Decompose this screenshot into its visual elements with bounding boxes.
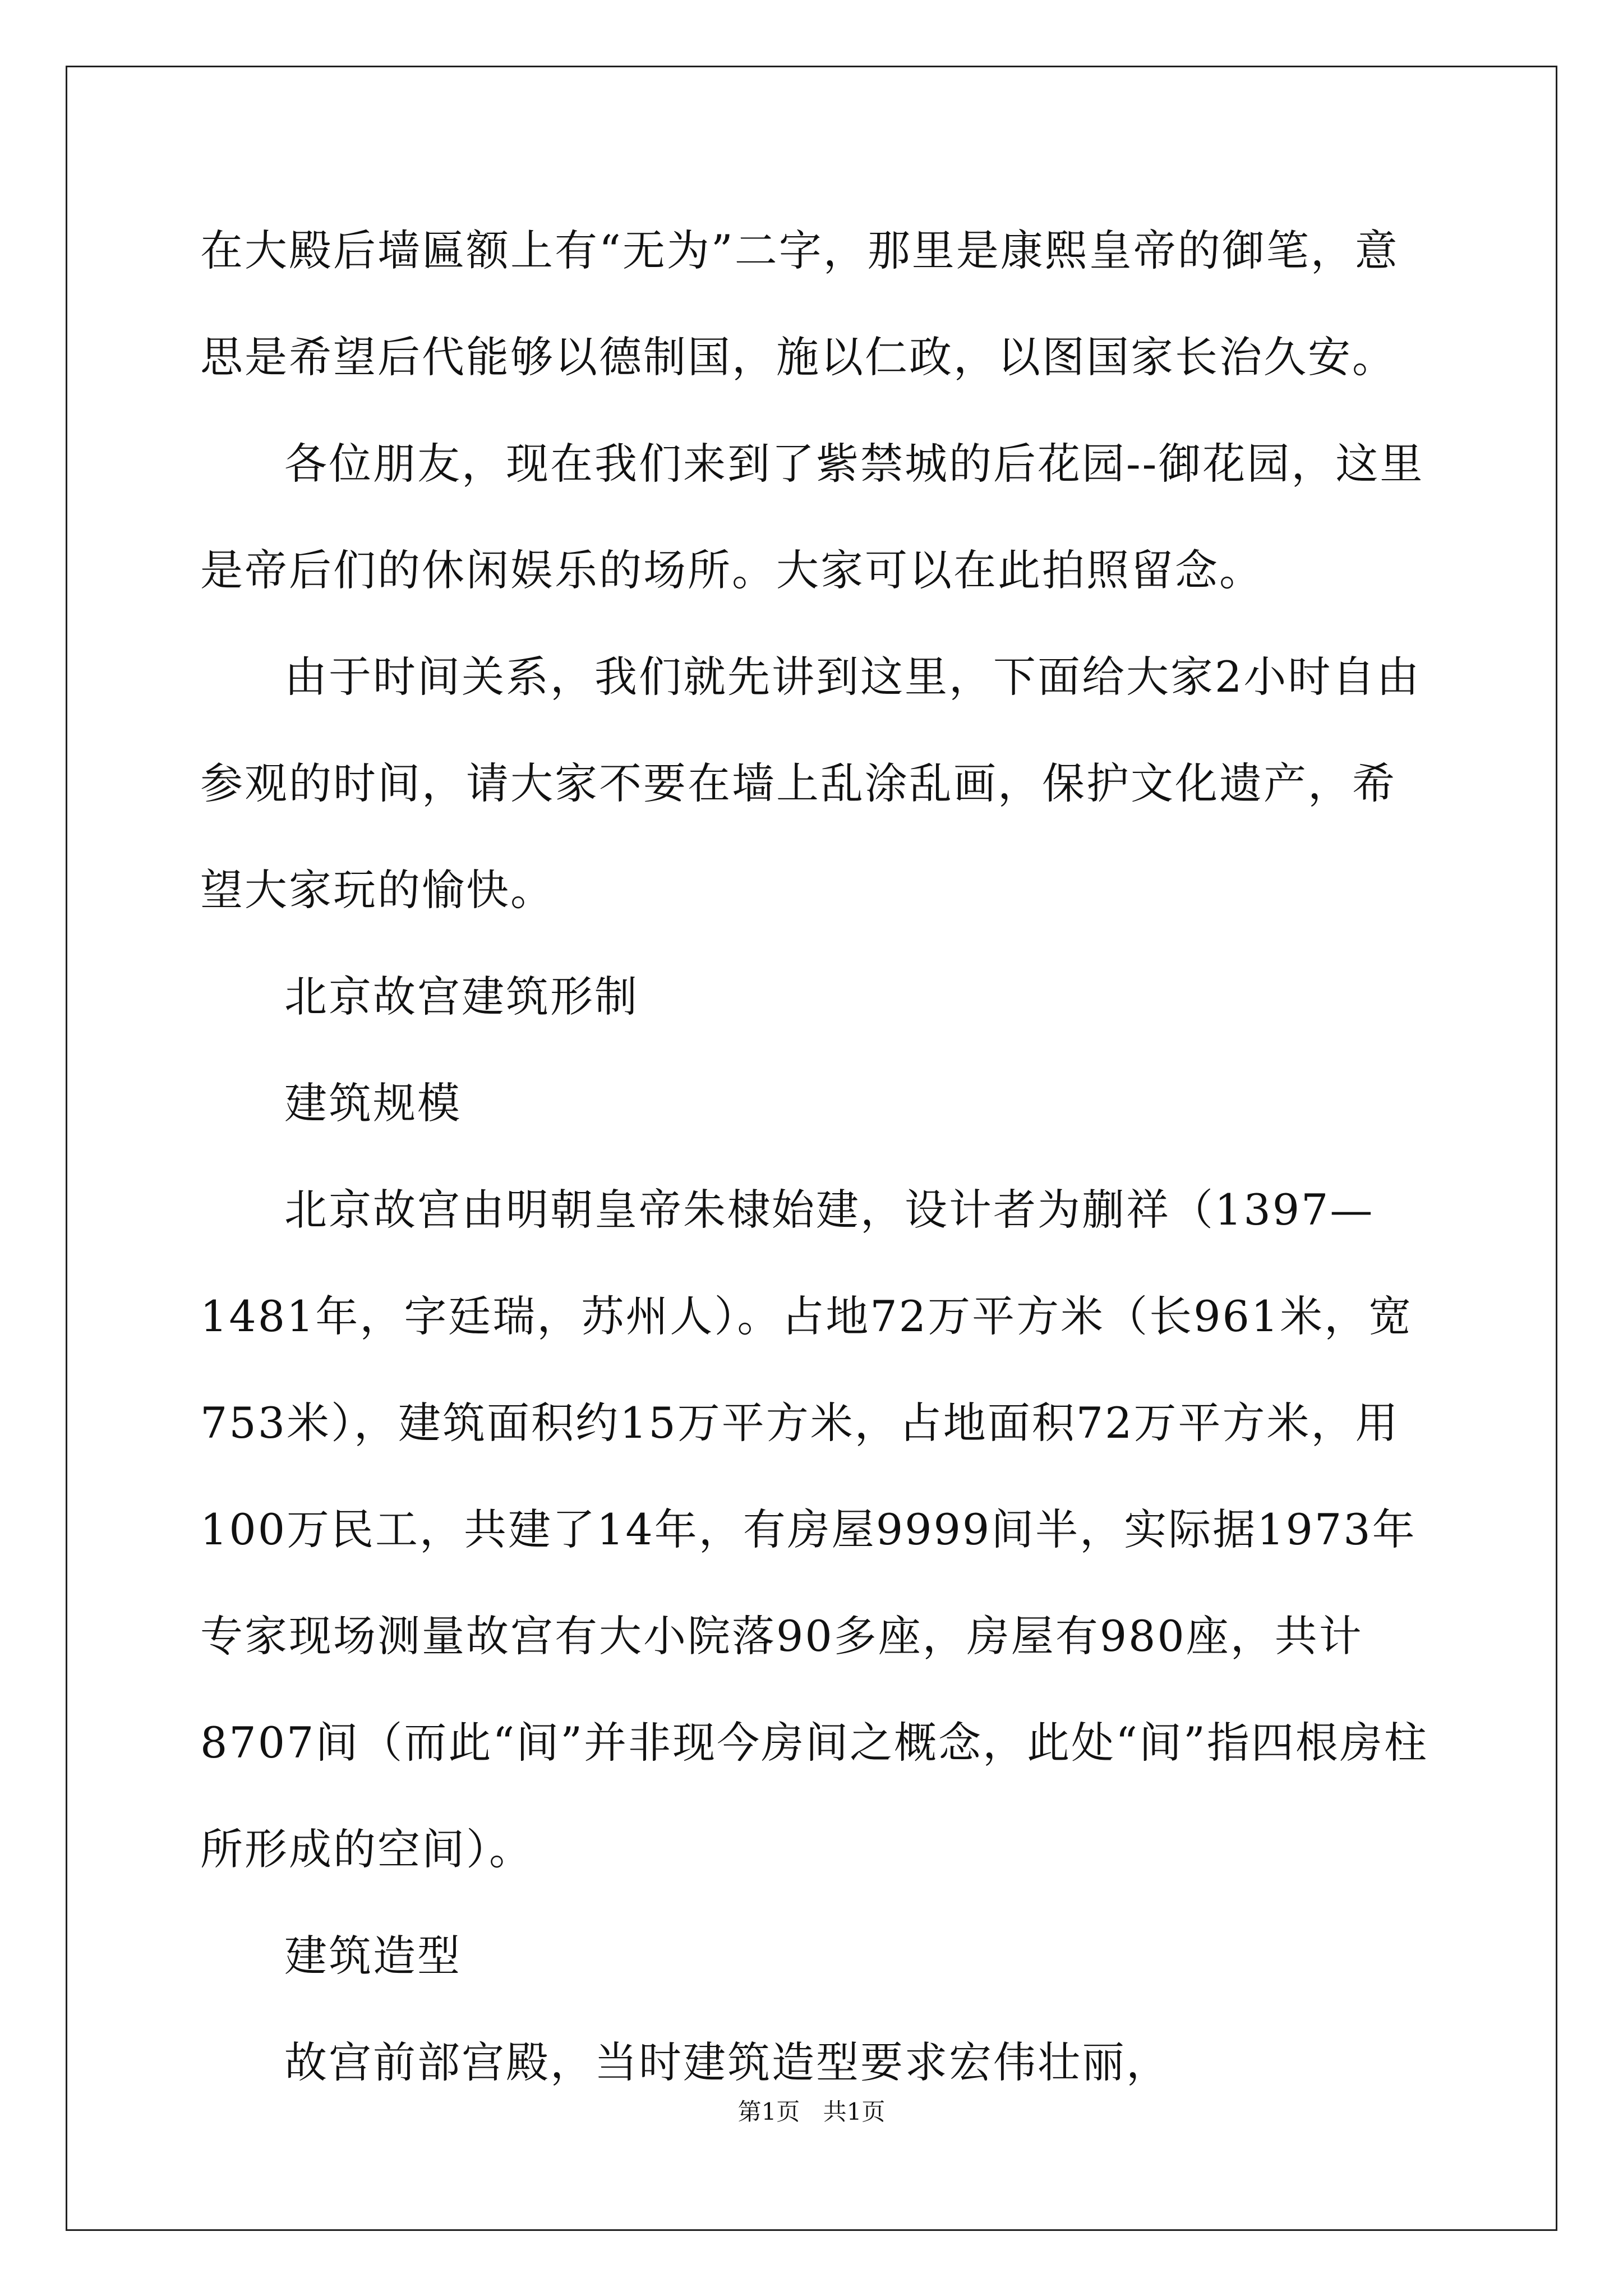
page-total: 共1页: [823, 2098, 886, 2125]
paragraph-form: 故宫前部宫殿，当时建筑造型要求宏伟壮丽，: [284, 2037, 1170, 2087]
paragraph-2: 各位朋友，现在我们来到了紫禁城的后花园--御花园，这里是帝后们的休闲娱乐的场所。大家可以在此拍照留念。: [200, 439, 1424, 595]
paragraph-1: 在大殿后墙匾额上有“无为”二字，那里是康熙皇帝的御笔，意思是希望后代能够以德制国，施以仁政，以图国家长治久安。: [200, 226, 1399, 382]
section-heading-architecture: 北京故宫建筑形制: [284, 972, 639, 1022]
subheading-form: 建筑造型: [284, 1931, 462, 1981]
paragraph-3: 由于时间关系，我们就先讲到这里，下面给大家2小时自由参观的时间，请大家不要在墙上乱涂乱画，保护文化遗产，希望大家玩的愉快。: [200, 652, 1421, 915]
page-number: 第1页: [737, 2098, 800, 2125]
document-body: [200, 197, 1434, 2116]
page-footer: [0, 2095, 1623, 2129]
subheading-scale: 建筑规模: [284, 1078, 462, 1128]
paragraph-scale: 北京故宫由明朝皇帝朱棣始建，设计者为蒯祥（1397—1481年，字廷瑞，苏州人）。占地72万平方米（长961米，宽753米），建筑面积约15万平方米，占地面积72万平方米，用100万民工，共建了14年，有房屋9999间半，实际据1973年专家现场测量故宫有大小院落90多座，房屋有980座，共计8707间（而此“间”并非现今房间之概念，此处“间”指四根房柱所形成的空间）。: [200, 1185, 1428, 1874]
